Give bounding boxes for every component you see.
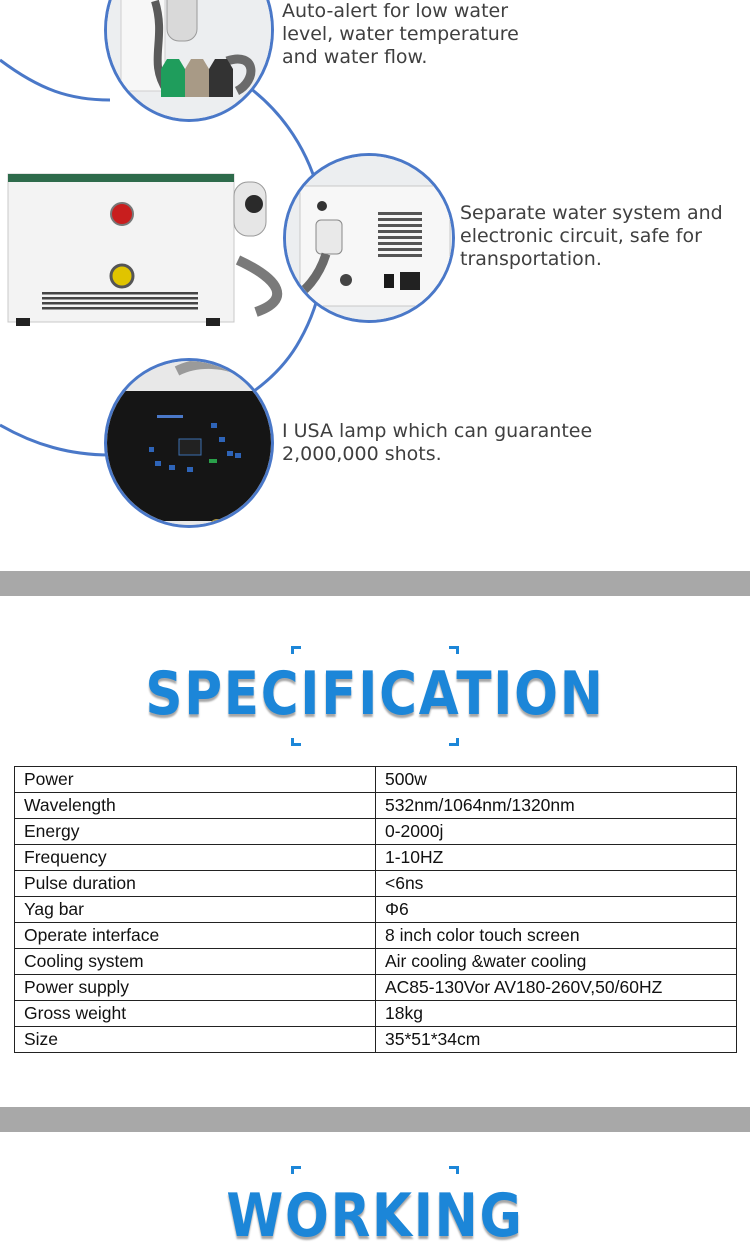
spec-row	[15, 949, 737, 975]
feature-text-separate-system: Separate water system and electronic circuit, safe for transportation.	[460, 202, 723, 270]
spec-value: 18kg	[376, 1001, 737, 1027]
spec-value: 532nm/1064nm/1320nm	[376, 793, 737, 819]
spec-row	[15, 1027, 737, 1053]
spec-value: <6ns	[376, 871, 737, 897]
spec-label: Gross weight	[15, 1001, 376, 1027]
spec-label: Size	[15, 1027, 376, 1053]
spec-row	[15, 871, 737, 897]
section-divider	[0, 571, 750, 596]
spec-label: Power supply	[15, 975, 376, 1001]
working-title: WORKING	[226, 1181, 524, 1251]
title-corner-mark	[291, 738, 301, 746]
spec-value: Φ6	[376, 897, 737, 923]
spec-row	[15, 767, 737, 793]
section-divider	[0, 1107, 750, 1132]
title-corner-mark	[291, 646, 301, 654]
spec-row	[15, 793, 737, 819]
spec-value: 8 inch color touch screen	[376, 923, 737, 949]
spec-label: Wavelength	[15, 793, 376, 819]
spec-label: Yag bar	[15, 897, 376, 923]
specification-table	[14, 766, 737, 1053]
spec-label: Power	[15, 767, 376, 793]
title-corner-mark	[449, 738, 459, 746]
feature-text-usa-lamp: I USA lamp which can guarantee 2,000,000 shots.	[282, 420, 593, 465]
specification-title: SPECIFICATION	[145, 659, 605, 729]
rear-panel-image	[283, 153, 455, 323]
spec-row	[15, 923, 737, 949]
spec-label: Cooling system	[15, 949, 376, 975]
spec-label: Frequency	[15, 845, 376, 871]
spec-value: 0-2000j	[376, 819, 737, 845]
spec-value: 1-10HZ	[376, 845, 737, 871]
title-corner-mark	[291, 1166, 301, 1174]
spec-value: AC85-130Vor AV180-260V,50/60HZ	[376, 975, 737, 1001]
title-corner-mark	[449, 646, 459, 654]
spec-label: Energy	[15, 819, 376, 845]
handpiece-tips-image	[104, 0, 274, 122]
spec-value: 500w	[376, 767, 737, 793]
feature-text-water-alert: Auto-alert for low water level, water temperature and water flow.	[282, 0, 519, 68]
control-panel-image	[104, 358, 274, 528]
spec-row	[15, 845, 737, 871]
spec-label: Operate interface	[15, 923, 376, 949]
title-corner-mark	[449, 1166, 459, 1174]
laser-machine-image	[6, 170, 296, 330]
spec-value: 35*51*34cm	[376, 1027, 737, 1053]
spec-row	[15, 897, 737, 923]
spec-label: Pulse duration	[15, 871, 376, 897]
spec-row	[15, 975, 737, 1001]
spec-row	[15, 1001, 737, 1027]
spec-row	[15, 819, 737, 845]
spec-value: Air cooling &water cooling	[376, 949, 737, 975]
